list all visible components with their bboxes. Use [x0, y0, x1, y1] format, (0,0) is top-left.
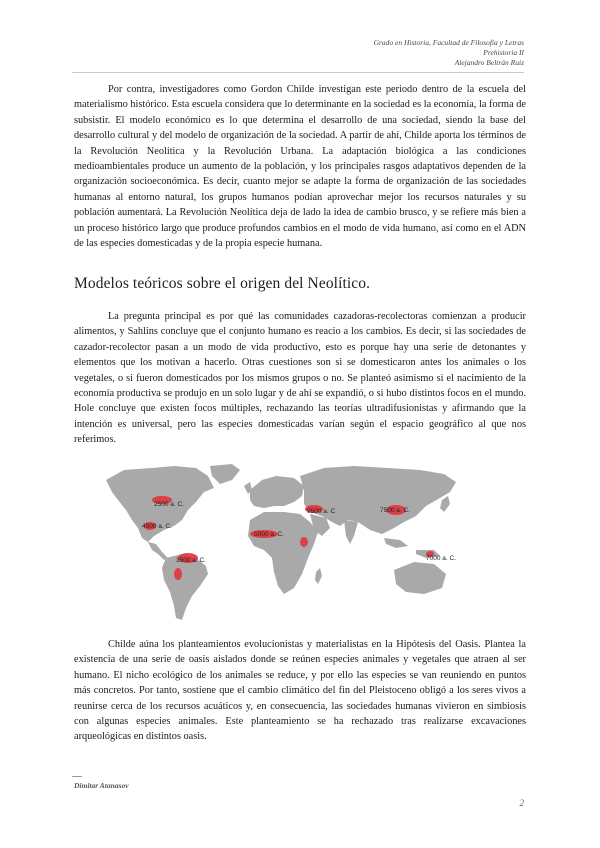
land-madagascar [315, 568, 322, 584]
land-central-america [148, 542, 168, 560]
label-near-east: 9500 a. C [307, 508, 336, 515]
land-europe [250, 476, 304, 508]
label-north-america: 2500 a. C. [154, 501, 184, 508]
label-new-guinea: 7000 a. C. [426, 555, 456, 562]
footer-author: Dimitar Atanasov [74, 781, 129, 790]
paragraph-sahlins-hole: La pregunta principal es por qué las comunidades cazadoras-recolectoras comienzan a producir alimentos, y Sahlins concluye que el conjunto humano es reacio a los cambios. Es decir, si las sociedades de cazador-recolector pasan a un modo de vida productivo, esto es porque hay una serie de detonantes y elementos que los motivan a hacerlo. Otras cuestiones son si se domesticaron antes los animales o los vegetales, o si fueron domesticados por los mismos grupos o no. Se planteó asimismo si el nacimiento de la economía productiva se produjo en un solo lugar y de ahí se expandió, o si hubo distintos focos en el mundo. Hole concluye que existen focos múltiples, rechazando las teorías ultradifusionistas y afirmando que la intención es universal, pero las especies domesticadas varían según el espacio geográfico al que nos referimos. [74, 311, 526, 446]
header-divider [72, 72, 524, 73]
focus-ethiopia [300, 537, 308, 547]
paragraph-oasis-hypothesis: Childe aúna los planteamientos evolucionistas y materialistas en la Hipótesis del Oasis. Plantea la existencia de una serie de oasis aislados donde se reúnen especies animales y vegetales que atraen al ser humano. El nicho ecológico de los animales se reduce, y por ello las especies se van reuniendo en puntos más concretos. Por tanto, sostiene que el cambio climático del fin del Pleistoceno obligó a los seres vivos a reunirse cerca de los recursos acuáticos y, en consecuencia, las sociedades humanas vivieron en simbiosis con algunas especies animales. Este planteamiento se ha rechazado tras realizarse excavaciones arqueológicas en distintos oasis. [74, 639, 526, 743]
focus-south-america-andes [174, 568, 182, 580]
land-australia [394, 562, 446, 594]
label-sahel: 5000 a. C. [254, 531, 284, 538]
label-south-america: 3500 a. C. [176, 557, 206, 564]
label-china: 7500 a. C. [380, 507, 410, 514]
land-greenland [210, 464, 240, 484]
paragraph-childe-materialism: Por contra, investigadores como Gordon Childe investigan este periodo dentro de la escuela del materialismo histórico. Esta escuela considera que lo determinante en la sociedad es la economía, la forma de subsistir. El modelo económico es lo que determina el desarrollo de una sociedad, siendo la base del desarrollo cultural y del modelo de organización de la sociedad. A partir de ahí, Childe aporta los términos de la Revolución Neolítica y la Revolución Urbana. La adaptación biológica a las condiciones medioambientales produce un aumento de la población, y los principales rasgos adaptativos dependen de la organización socioeconómica. Es decir, cuanto mejor se adapte la forma de organización de las sociedades humanas al entorno natural, los grupos humanos podían aprovechar mejor los recursos naturales y su población aumentará. La Revolución Neolítica deja de lado la idea de cambio brusco, y se refiere más bien a un proceso histórico largo que produce profundos cambios en el modo de vida humano, así como en el ADN de las especies domesticadas y de la propia especie humana. [74, 84, 526, 250]
land-africa [248, 512, 318, 594]
header-subject: Prehistoria II [483, 48, 524, 57]
label-mesoamerica: 4500 a. C. [142, 523, 172, 530]
land-masses [106, 464, 456, 620]
section-heading: Modelos teóricos sobre el origen del Neolítico. [74, 275, 371, 292]
land-southeast-asia [384, 538, 408, 548]
land-japan [440, 496, 450, 512]
footer-divider [72, 776, 82, 777]
world-map-svg [104, 462, 496, 624]
header-course: Grado en Historia, Facultad de Filosofía y Letras [373, 38, 524, 47]
page-header [374, 38, 524, 68]
header-author: Alejandro Beltrán Ruiz [454, 58, 524, 67]
neolithic-world-map [104, 462, 496, 624]
land-india [344, 520, 358, 544]
page-number: 2 [519, 798, 524, 808]
